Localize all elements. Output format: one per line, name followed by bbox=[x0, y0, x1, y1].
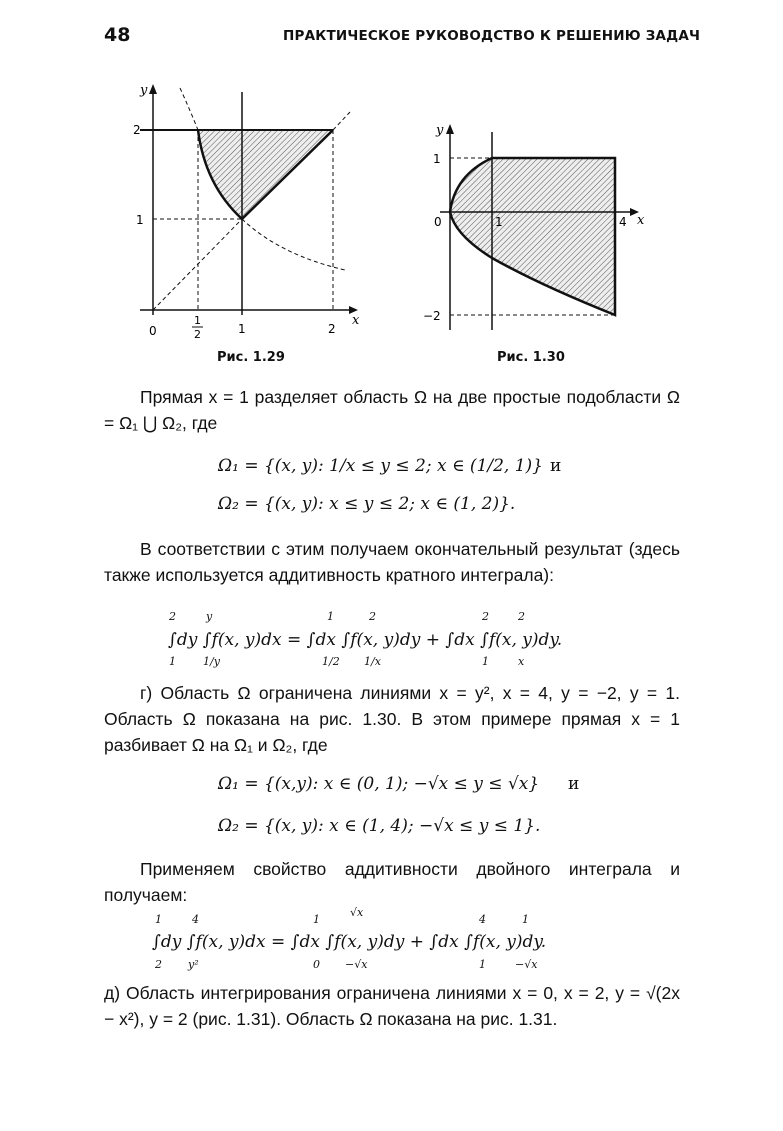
equation-integral-1: ∫dy ∫f(x, y)dx = ∫dx ∫f(x, y)dy + ∫dx ∫f(x, y)dy. bbox=[168, 630, 563, 650]
figure-1-30 bbox=[423, 123, 645, 330]
paragraph-2: В соответствии с этим получаем окончательный результат (здесь также используется аддитивность кратного интеграла): bbox=[104, 539, 680, 585]
fig129-tick-y2: 2 bbox=[133, 123, 141, 137]
fig130-tick-y-2: −2 bbox=[423, 309, 441, 323]
caption-fig-1-29: Рис. 1.29 bbox=[217, 350, 285, 365]
equation-integral-2: ∫dy ∫f(x, y)dx = ∫dx ∫f(x, y)dy + ∫dx ∫f(x, y)dy. bbox=[152, 932, 547, 952]
fig130-tick-x1: 1 bbox=[495, 215, 503, 229]
fig129-region bbox=[198, 130, 333, 219]
figure-1-29 bbox=[133, 83, 360, 341]
equation-omega1-fig130-and: и bbox=[568, 774, 580, 794]
fig129-tick-y1: 1 bbox=[136, 213, 144, 227]
paragraph-4: Применяем свойство аддитивности двойного интеграла и получаем: bbox=[104, 859, 680, 905]
fig129-y-label: y bbox=[140, 83, 148, 98]
paragraph-3: г) Область Ω ограничена линиями x = y², x = 4, y = −2, y = 1. Область Ω показана на рис. 1.30. В этом примере прямая x = 1 разбивает Ω на Ω₁ и Ω₂, где bbox=[104, 683, 680, 755]
page-number: 48 bbox=[104, 24, 131, 46]
caption-fig-1-30: Рис. 1.30 bbox=[497, 350, 565, 365]
fig130-tick-x4: 4 bbox=[619, 215, 627, 229]
fig129-tick-x2: 2 bbox=[328, 322, 336, 336]
running-header: ПРАКТИЧЕСКОЕ РУКОВОДСТВО К РЕШЕНИЮ ЗАДАЧ bbox=[283, 28, 701, 44]
fig129-tick-x0: 0 bbox=[149, 324, 157, 338]
fig130-tick-y1: 1 bbox=[433, 152, 441, 166]
fig129-x-label: x bbox=[352, 313, 360, 328]
equation-omega1-fig130: Ω₁ = {(x,y): x ∈ (0, 1); −√x ≤ y ≤ √x} bbox=[218, 774, 540, 794]
fig130-x-label: x bbox=[637, 213, 645, 228]
equation-omega1-and: и bbox=[550, 456, 562, 476]
fig129-tick-x1: 1 bbox=[238, 322, 246, 336]
fig130-tick-x0: 0 bbox=[434, 215, 442, 229]
equation-omega2-fig129: Ω₂ = {(x, y): x ≤ y ≤ 2; x ∈ (1, 2)}. bbox=[218, 494, 516, 514]
paragraph-1: Прямая x = 1 разделяет область Ω на две простые подобласти Ω = Ω₁ ⋃ Ω₂, где bbox=[104, 387, 680, 433]
equation-omega1-fig129: Ω₁ = {(x, y): 1/x ≤ y ≤ 2; x ∈ (1/2, 1)} bbox=[218, 456, 544, 476]
fig130-y-label: y bbox=[436, 123, 444, 138]
paragraph-5: д) Область интегрирования ограничена линиями x = 0, x = 2, y = √(2x − x²), y = 2 (рис. 1.31). Область Ω показана на рис. 1.31. bbox=[104, 983, 680, 1029]
fig129-tick-xhalf-num: 1 bbox=[194, 314, 201, 327]
fig130-region bbox=[450, 158, 615, 315]
equation-omega2-fig130: Ω₂ = {(x, y): x ∈ (1, 4); −√x ≤ y ≤ 1}. bbox=[218, 816, 541, 836]
fig129-tick-xhalf-den: 2 bbox=[194, 328, 201, 341]
